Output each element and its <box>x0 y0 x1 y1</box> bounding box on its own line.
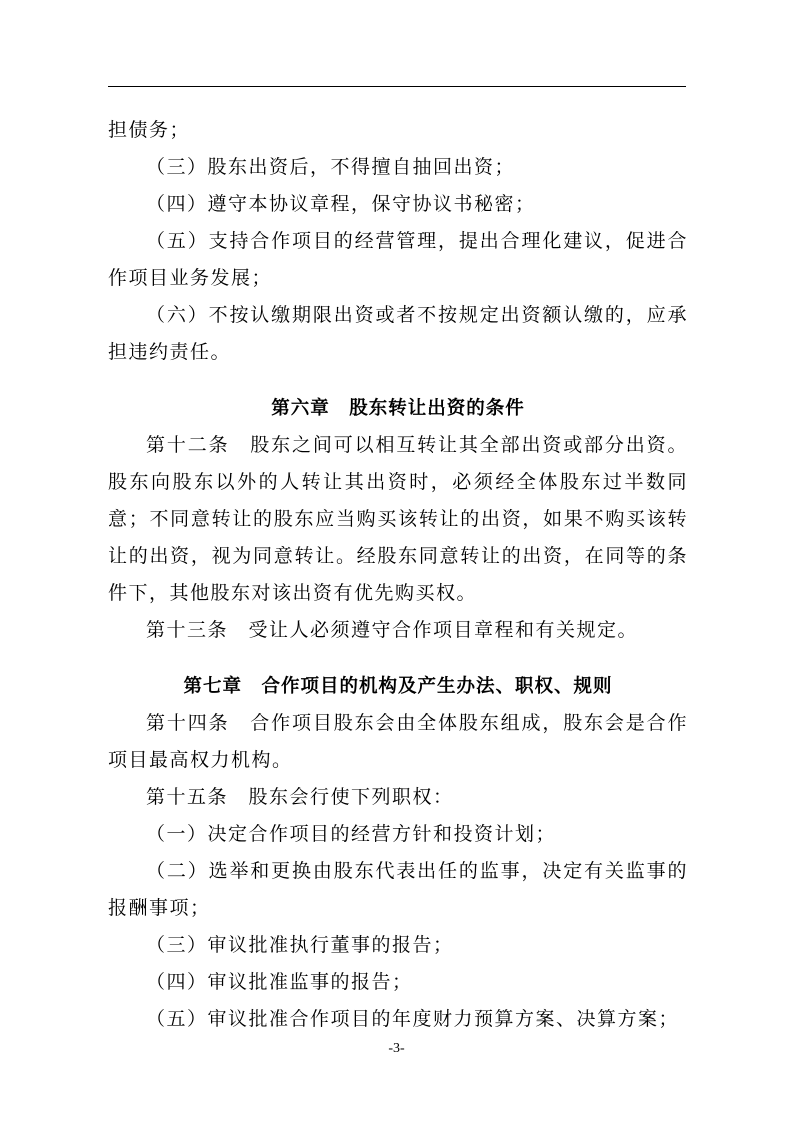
section-spacer <box>108 371 688 390</box>
header-rule <box>108 86 686 87</box>
clause-item-6: （六）不按认缴期限出资或者不按规定出资额认缴的，应承担违约责任。 <box>108 304 688 363</box>
clause-item-5: （五）支持合作项目的经营管理，提出合理化建议，促进合作项目业务发展； <box>108 230 688 289</box>
article-14: 第十四条 合作项目股东会由全体股东组成，股东会是合作项目最高权力机构。 <box>108 712 688 771</box>
paragraph-continued: 担债务； <box>108 119 191 141</box>
clause-item-3: （三）股东出资后，不得擅自抽回出资； <box>146 156 516 178</box>
document-body <box>108 112 688 1038</box>
chapter-6-heading: 第六章 股东转让出资的条件 <box>271 398 525 419</box>
chapter-7-heading: 第七章 合作项目的机构及产生办法、职权、规则 <box>183 676 613 697</box>
power-item-5: （五）审议批准合作项目的年度财力预算方案、决算方案； <box>146 1008 680 1030</box>
article-13: 第十三条 受让人必须遵守合作项目章程和有关规定。 <box>146 619 639 641</box>
power-item-4: （四）审议批准监事的报告； <box>146 971 413 993</box>
power-item-3: （三）审议批准执行董事的报告； <box>146 934 454 956</box>
power-item-1: （一）决定合作项目的经营方针和投资计划； <box>146 823 557 845</box>
section-spacer <box>108 649 688 668</box>
page-number: -3- <box>388 1041 405 1056</box>
article-12: 第十二条 股东之间可以相互转让其全部出资或部分出资。股东向股东以外的人转让其出资时，必须经全体股东过半数同意；不同意转让的股东应当购买该转让的出资，如果不购买该转让的出资，视为同意转让。经股东同意转让的出资，在同等的条件下，其他股东对该出资有优先购买权。 <box>108 434 688 604</box>
clause-item-4: （四）遵守本协议章程，保守协议书秘密； <box>146 193 536 215</box>
power-item-2: （二）选举和更换由股东代表出任的监事，决定有关监事的报酬事项； <box>108 860 688 919</box>
article-15: 第十五条 股东会行使下列职权： <box>146 786 454 808</box>
